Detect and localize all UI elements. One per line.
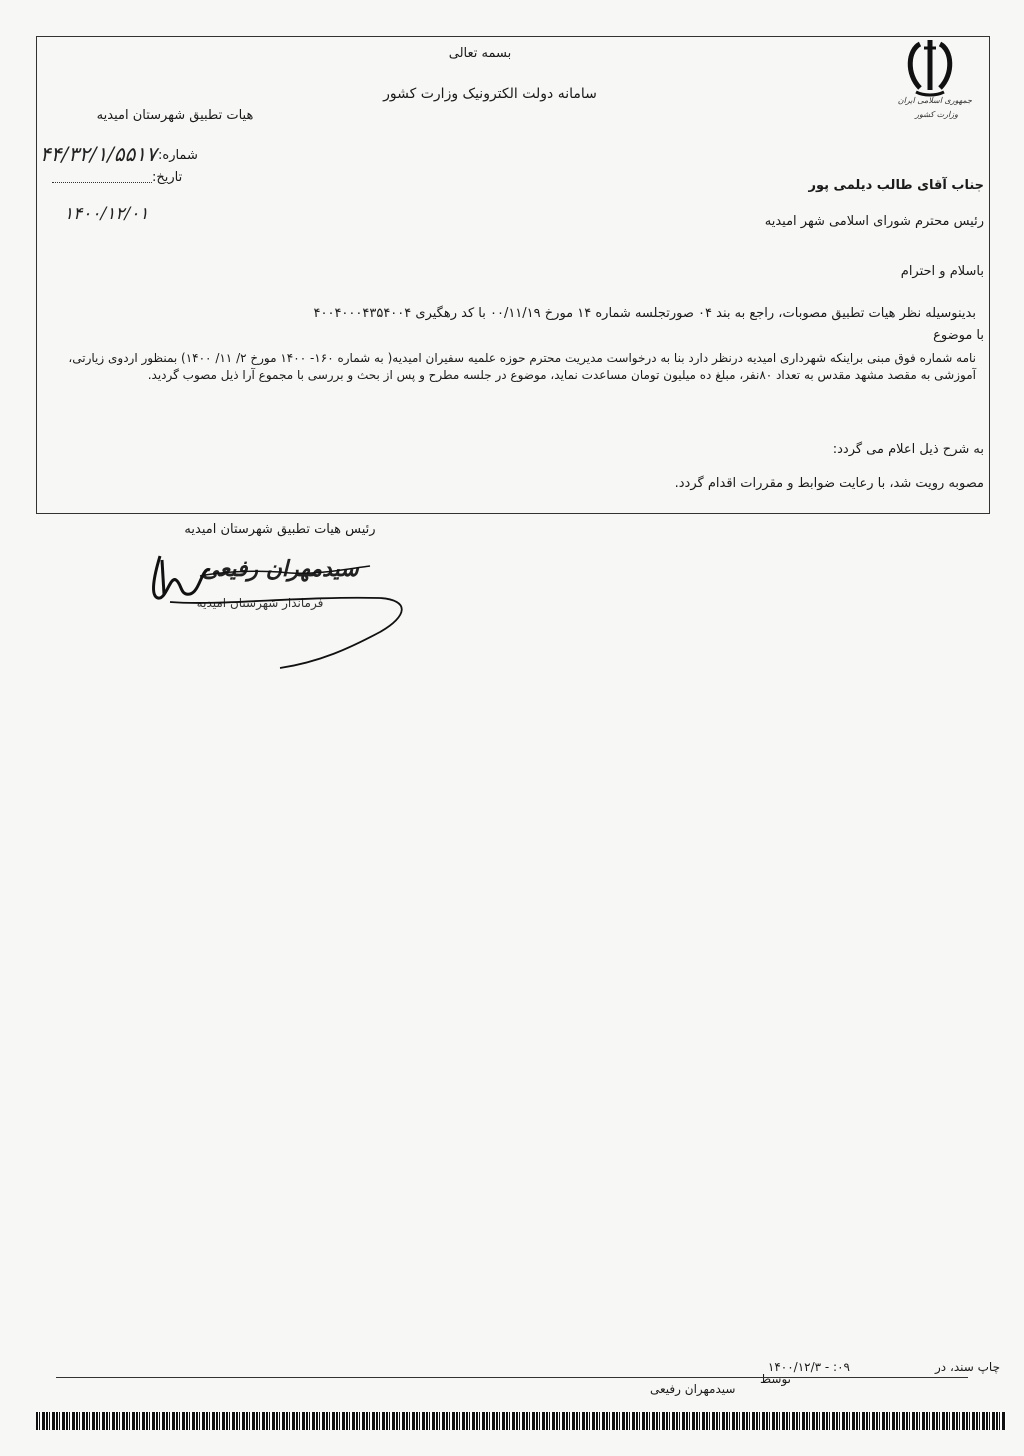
basmala: بسمه تعالی	[448, 46, 512, 61]
iran-emblem	[880, 36, 980, 126]
date-dots	[52, 182, 152, 183]
system-name: سامانه دولت الکترونیک وزارت کشور	[383, 86, 597, 102]
emblem-icon	[880, 36, 980, 98]
signature-name: سیدمهران رفیعی	[201, 556, 359, 582]
number-block	[40, 140, 210, 170]
footer-printer-name: سیدمهران رفیعی	[650, 1382, 736, 1396]
footer-divider	[56, 1377, 968, 1378]
subject-text: نامه شماره فوق مبنی براینکه شهرداری امیدیه درنظر دارد بنا به درخواست مدیریت محترم حوزه علمیه سفیران امیدیه( به شماره ۱۶۰- ۱۴۰۰ مورخ ۲/ ۱۱/ ۱۴۰۰) بمنظور اردوی زیارتی، آموزشی به مقصد مشهد مقدس به تعداد ۸۰نفر، مبلغ ده میلیون تومان مساعدت نماید، موضوع در جلسه مطرح و پس از بحث و بررسی با مجموع آرا ذیل مصوب گردید.	[68, 351, 976, 382]
date-value: ۱۴۰۰/۱۲/۰۱	[64, 204, 149, 224]
handwritten-signature	[140, 536, 420, 676]
signature-position: فرماندار شهرستان امیدیه	[196, 596, 324, 610]
print-label: چاپ سند، در	[935, 1360, 1000, 1374]
subject-label: با موضوع	[933, 328, 984, 343]
board-name: هیات تطبیق شهرستان امیدیه	[96, 108, 254, 123]
footer-print-row	[600, 1360, 1000, 1376]
emblem-caption-1: جمهوری اسلامی ایران	[897, 96, 972, 105]
signature-title: رئیس هیات تطبیق شهرستان امیدیه	[184, 522, 376, 537]
recipient-title: رئیس محترم شورای اسلامی شهر امیدیه	[764, 214, 984, 229]
print-time: ۰۹: - ۱۴۰۰/۱۲/۳	[767, 1360, 850, 1374]
announce-line: به شرح ذیل اعلام می گردد:	[832, 442, 984, 457]
number-value: ۴۴/۳۲/۱/۵۵۱۷	[40, 142, 157, 166]
footer-by: توسط	[760, 1372, 791, 1386]
decision-text: مصوبه رویت شد، با رعایت ضوابط و مقررات اقدام گردد.	[674, 476, 984, 491]
body-line-1: بدینوسیله نظر هیات تطبیق مصوبات، راجع به بند ۰۴ صورتجلسه شماره ۱۴ مورخ ۰۰/۱۱/۱۹ با کد رهگیری ۴۰۰۴۰۰۰۴۳۵۴۰۰۴	[313, 306, 976, 321]
recipient-name: جناب آقای طالب دیلمی پور	[808, 178, 984, 193]
emblem-caption-2: وزارت کشور	[915, 110, 958, 119]
number-label: شماره:	[158, 148, 198, 163]
date-label: تاریخ:	[152, 170, 183, 185]
greeting: باسلام و احترام	[900, 264, 984, 279]
date-block	[40, 170, 210, 190]
document-barcode	[36, 1412, 1006, 1430]
